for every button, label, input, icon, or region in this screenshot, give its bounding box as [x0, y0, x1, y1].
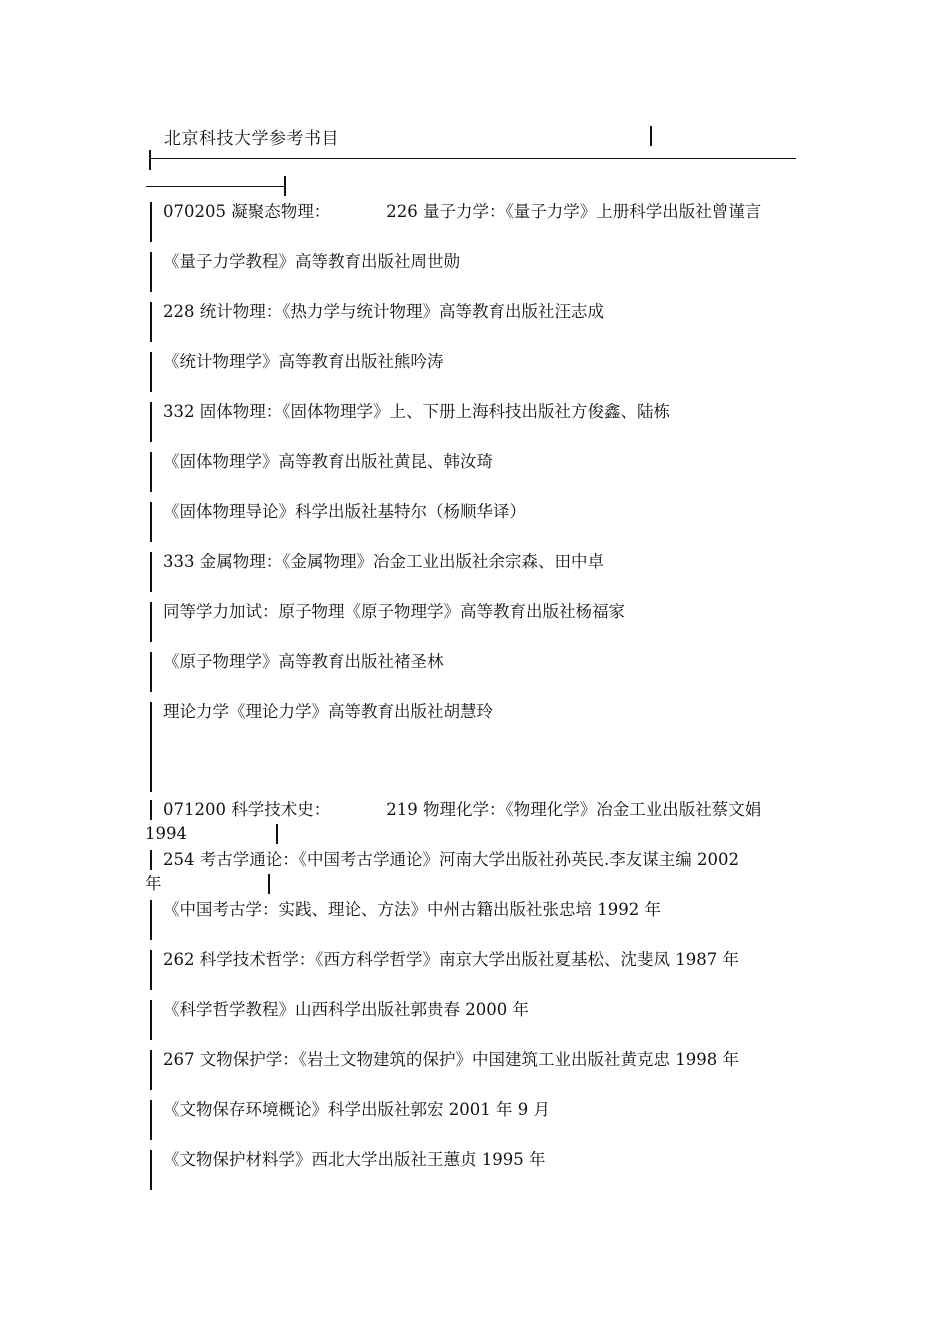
- book-entry: 332 固体物理：《固体物理学》上、下册上海科技出版社方俊鑫、陆栋: [163, 402, 670, 421]
- page-title: 北京科技大学参考书目: [164, 129, 339, 149]
- table-border: [650, 126, 652, 146]
- table-border: [150, 1150, 152, 1190]
- book-entry: 219 物理化学：《物理化学》冶金工业出版社蔡文娟: [386, 800, 762, 819]
- list-item: [163, 800, 761, 820]
- book-entry: 同等学力加试：原子物理《原子物理学》高等教育出版社杨福家: [163, 602, 625, 621]
- book-entry: 《统计物理学》高等教育出版社熊吟涛: [163, 352, 444, 371]
- table-border: [150, 202, 152, 242]
- table-border: [150, 1050, 152, 1090]
- book-entry: 理论力学《理论力学》高等教育出版社胡慧玲: [163, 702, 493, 721]
- table-border: [150, 252, 152, 292]
- table-border: [150, 552, 152, 592]
- book-entry: 《中国考古学：实践、理论、方法》中州古籍出版社张忠培 1992 年: [163, 900, 661, 919]
- book-entry: 《固体物理导论》科学出版社基特尔（杨顺华译）: [163, 502, 526, 521]
- table-border: [150, 602, 152, 642]
- table-border: [150, 850, 152, 870]
- book-entry: 254 考古学通论：《中国考古学通论》河南大学出版社孙英民.李友谋主编 2002: [163, 850, 739, 869]
- table-border: [150, 900, 152, 940]
- list-item: [163, 202, 761, 222]
- table-border: [150, 352, 152, 392]
- table-border: [149, 150, 151, 170]
- table-border: [150, 452, 152, 492]
- table-border: [150, 302, 152, 342]
- table-border: [150, 1100, 152, 1140]
- book-entry-continued: 1994: [145, 824, 187, 843]
- table-border: [150, 502, 152, 542]
- table-border: [284, 176, 286, 196]
- book-entry: 228 统计物理：《热力学与统计物理》高等教育出版社汪志成: [163, 302, 604, 321]
- book-entry: 《量子力学教程》高等教育出版社周世勋: [163, 252, 460, 271]
- table-border: [150, 800, 152, 820]
- table-border: [150, 950, 152, 990]
- book-entry: 267 文物保护学：《岩土文物建筑的保护》中国建筑工业出版社黄克忠 1998 年: [163, 1050, 739, 1069]
- table-rule: [151, 158, 796, 159]
- table-border: [276, 824, 278, 844]
- book-entry: 333 金属物理：《金属物理》冶金工业出版社余宗森、田中卓: [163, 552, 604, 571]
- book-entry: 《科学哲学教程》山西科学出版社郭贵春 2000 年: [163, 1000, 529, 1019]
- table-border: [150, 1000, 152, 1040]
- section-code: 071200 科学技术史：: [163, 800, 331, 819]
- book-entry: 《固体物理学》高等教育出版社黄昆、韩汝琦: [163, 452, 493, 471]
- table-border: [150, 702, 152, 792]
- table-border: [150, 402, 152, 442]
- book-entry: 《文物保存环境概论》科学出版社郭宏 2001 年 9 月: [163, 1100, 550, 1119]
- table-border: [268, 874, 270, 894]
- section-code: 070205 凝聚态物理：: [163, 202, 331, 221]
- book-entry: 226 量子力学：《量子力学》上册科学出版社曾谨言: [386, 202, 762, 221]
- book-entry: 《原子物理学》高等教育出版社褚圣林: [163, 652, 444, 671]
- book-entry: 《文物保护材料学》西北大学出版社王蕙贞 1995 年: [163, 1150, 546, 1169]
- table-rule: [146, 186, 284, 187]
- table-border: [150, 652, 152, 692]
- book-entry-continued: 年: [145, 874, 162, 893]
- book-entry: 262 科学技术哲学：《西方科学哲学》南京大学出版社夏基松、沈斐凤 1987 年: [163, 950, 739, 969]
